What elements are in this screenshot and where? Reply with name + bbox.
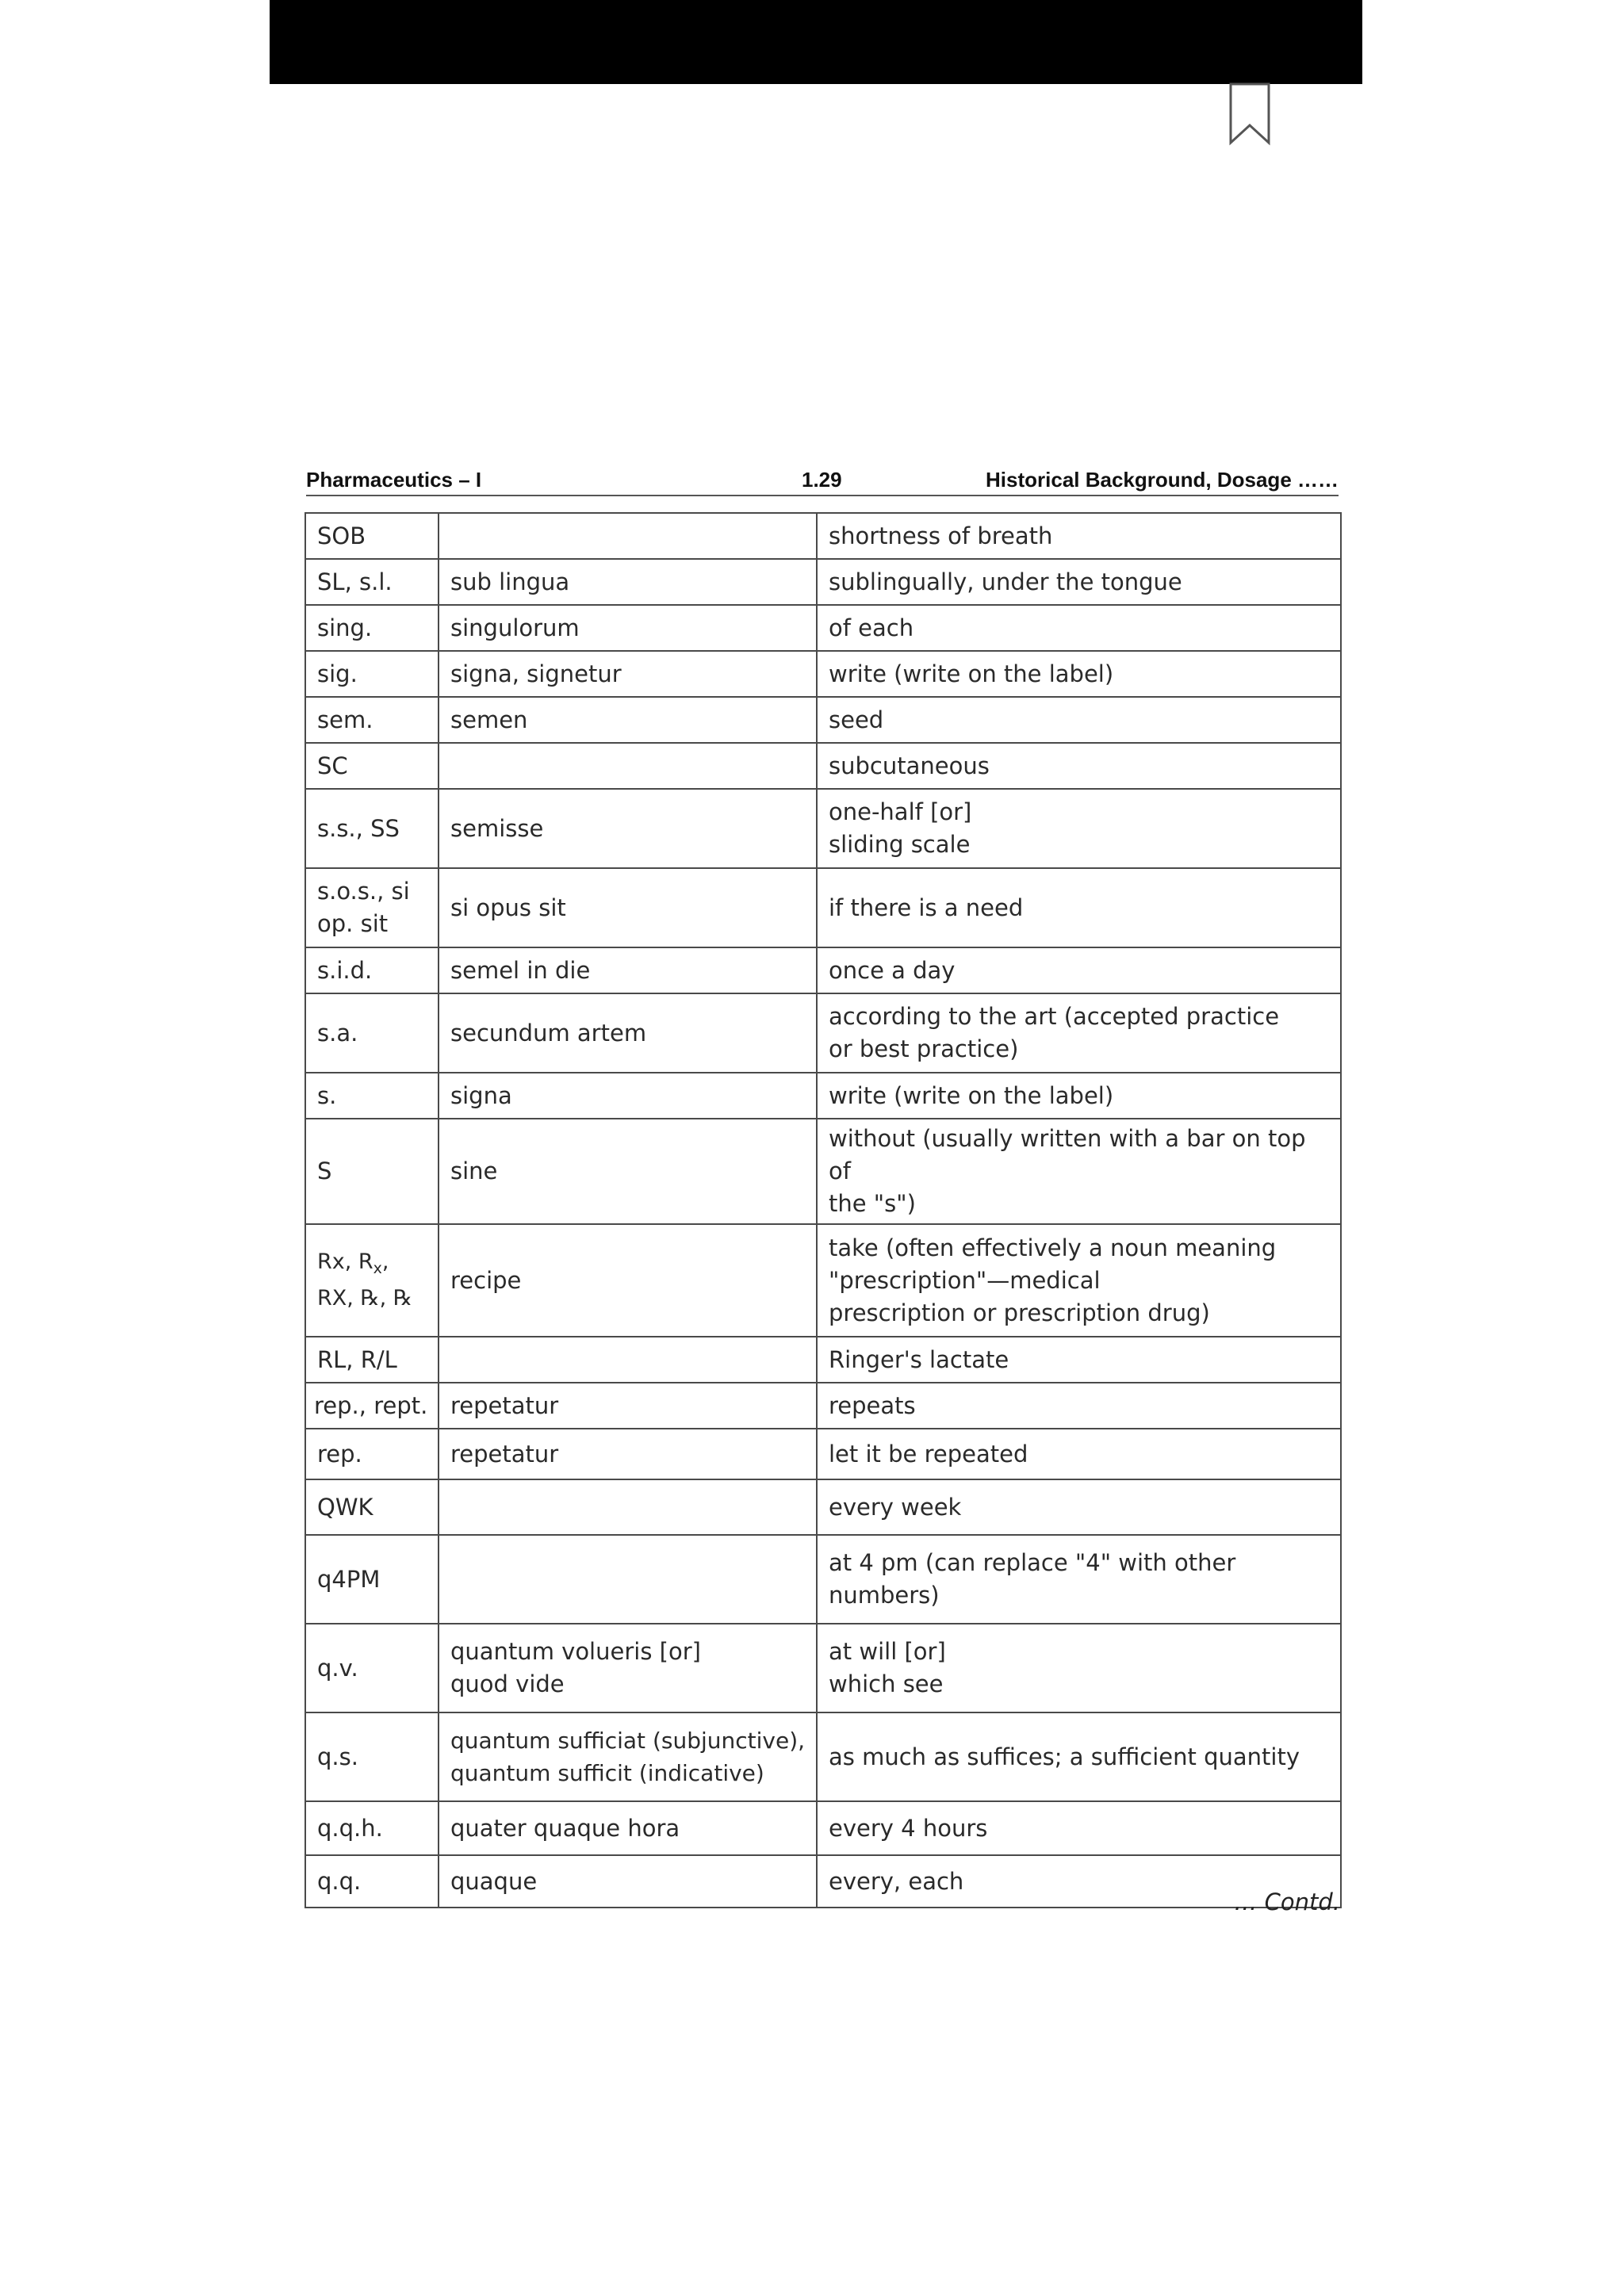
abbreviation-cell: q.q.h.: [305, 1801, 439, 1855]
meaning-cell: seed: [817, 697, 1341, 743]
top-toolbar-bar: [270, 0, 1362, 84]
latin-cell: [439, 513, 817, 559]
table-row: [305, 993, 1341, 1073]
abbreviation-cell: QWK: [305, 1479, 439, 1535]
abbr-subscript: x: [373, 1260, 382, 1277]
table-row: [305, 1479, 1341, 1535]
latin-cell: semisse: [439, 789, 817, 868]
latin-cell: [439, 1337, 817, 1383]
table-row: [305, 1224, 1341, 1337]
abbreviation-table: [304, 512, 1342, 1908]
meaning-cell: shortness of breath: [817, 513, 1341, 559]
latin-cell: sine: [439, 1119, 817, 1224]
meaning-cell: write (write on the label): [817, 651, 1341, 697]
abbreviation-cell: rep.: [305, 1429, 439, 1479]
latin-cell: quantum volueris [or] quod vide: [439, 1624, 817, 1712]
abbreviation-cell: sig.: [305, 651, 439, 697]
meaning-cell: every 4 hours: [817, 1801, 1341, 1855]
abbreviation-cell: RL, R/L: [305, 1337, 439, 1383]
meaning-cell: Ringer's lactate: [817, 1337, 1341, 1383]
table-row: [305, 513, 1341, 559]
meaning-cell: write (write on the label): [817, 1073, 1341, 1119]
abbreviation-cell: sing.: [305, 605, 439, 651]
page-number: 1.29: [802, 468, 842, 492]
table-row: [305, 1383, 1341, 1429]
table-row: [305, 789, 1341, 868]
latin-cell: signa, signetur: [439, 651, 817, 697]
latin-cell: [439, 743, 817, 789]
meaning-cell: of each: [817, 605, 1341, 651]
meaning-cell: once a day: [817, 947, 1341, 993]
latin-cell: quater quaque hora: [439, 1801, 817, 1855]
abbreviation-cell: SL, s.l.: [305, 559, 439, 605]
table-row: [305, 743, 1341, 789]
meaning-cell: subcutaneous: [817, 743, 1341, 789]
table-row: [305, 605, 1341, 651]
abbreviation-cell: s.o.s., si op. sit: [305, 868, 439, 947]
meaning-cell: every week: [817, 1479, 1341, 1535]
abbreviation-cell: s.i.d.: [305, 947, 439, 993]
latin-cell: si opus sit: [439, 868, 817, 947]
running-head: [306, 468, 1339, 496]
meaning-cell: if there is a need: [817, 868, 1341, 947]
table-row: [305, 651, 1341, 697]
abbreviation-cell: sem.: [305, 697, 439, 743]
table-row: [305, 1429, 1341, 1479]
abbr-part-rx-symbols: RX, ℞, ℞: [317, 1286, 412, 1311]
meaning-cell: repeats: [817, 1383, 1341, 1429]
meaning-cell: take (often effectively a noun meaning "prescription"—medical prescription or prescription drug): [817, 1224, 1341, 1337]
latin-cell: recipe: [439, 1224, 817, 1337]
latin-cell: secundum artem: [439, 993, 817, 1073]
latin-cell: semel in die: [439, 947, 817, 993]
latin-cell: quantum sufficiat (subjunctive), quantum sufficit (indicative): [439, 1712, 817, 1801]
abbreviation-cell: SC: [305, 743, 439, 789]
abbr-part-comma: ,: [381, 1249, 389, 1274]
latin-cell: sub lingua: [439, 559, 817, 605]
abbreviation-cell: q.s.: [305, 1712, 439, 1801]
abbreviation-cell: s.a.: [305, 993, 439, 1073]
latin-cell: repetatur: [439, 1383, 817, 1429]
latin-cell: semen: [439, 697, 817, 743]
meaning-cell: sublingually, under the tongue: [817, 559, 1341, 605]
abbr-part-rx: Rx, R: [317, 1249, 373, 1274]
book-title: Pharmaceutics – I: [306, 468, 482, 492]
abbreviation-cell: q.v.: [305, 1624, 439, 1712]
table-row: [305, 1855, 1341, 1908]
meaning-cell: one-half [or] sliding scale: [817, 789, 1341, 868]
table-row: [305, 1535, 1341, 1624]
latin-cell: [439, 1535, 817, 1624]
latin-cell: quaque: [439, 1855, 817, 1908]
abbreviation-cell: [305, 1224, 439, 1337]
table-row: [305, 1119, 1341, 1224]
table-row: [305, 1712, 1341, 1801]
abbreviation-cell: s.: [305, 1073, 439, 1119]
meaning-cell: at 4 pm (can replace "4" with other numbers): [817, 1535, 1341, 1624]
abbreviation-cell: s.s., SS: [305, 789, 439, 868]
table-row: [305, 559, 1341, 605]
meaning-cell: without (usually written with a bar on top of the "s"): [817, 1119, 1341, 1224]
abbreviation-cell: q.q.: [305, 1855, 439, 1908]
latin-cell: signa: [439, 1073, 817, 1119]
latin-cell: singulorum: [439, 605, 817, 651]
abbreviation-cell: SOB: [305, 513, 439, 559]
table-row: [305, 868, 1341, 947]
chapter-title: Historical Background, Dosage ……: [986, 468, 1339, 492]
meaning-cell: at will [or] which see: [817, 1624, 1341, 1712]
table-row: [305, 1801, 1341, 1855]
table-row: [305, 697, 1341, 743]
meaning-cell: as much as suffices; a sufficient quantity: [817, 1712, 1341, 1801]
meaning-cell: every, each: [817, 1855, 1341, 1908]
meaning-cell: let it be repeated: [817, 1429, 1341, 1479]
bookmark-icon[interactable]: [1228, 82, 1272, 146]
table-row: [305, 947, 1341, 993]
continued-note: … Contd.: [1234, 1888, 1340, 1915]
meaning-cell: according to the art (accepted practice or best practice): [817, 993, 1341, 1073]
abbreviation-cell: rep., rept.: [305, 1383, 439, 1429]
table-row: [305, 1624, 1341, 1712]
latin-cell: repetatur: [439, 1429, 817, 1479]
abbreviation-cell: S: [305, 1119, 439, 1224]
table-row: [305, 1337, 1341, 1383]
table-row: [305, 1073, 1341, 1119]
abbreviation-cell: q4PM: [305, 1535, 439, 1624]
latin-cell: [439, 1479, 817, 1535]
